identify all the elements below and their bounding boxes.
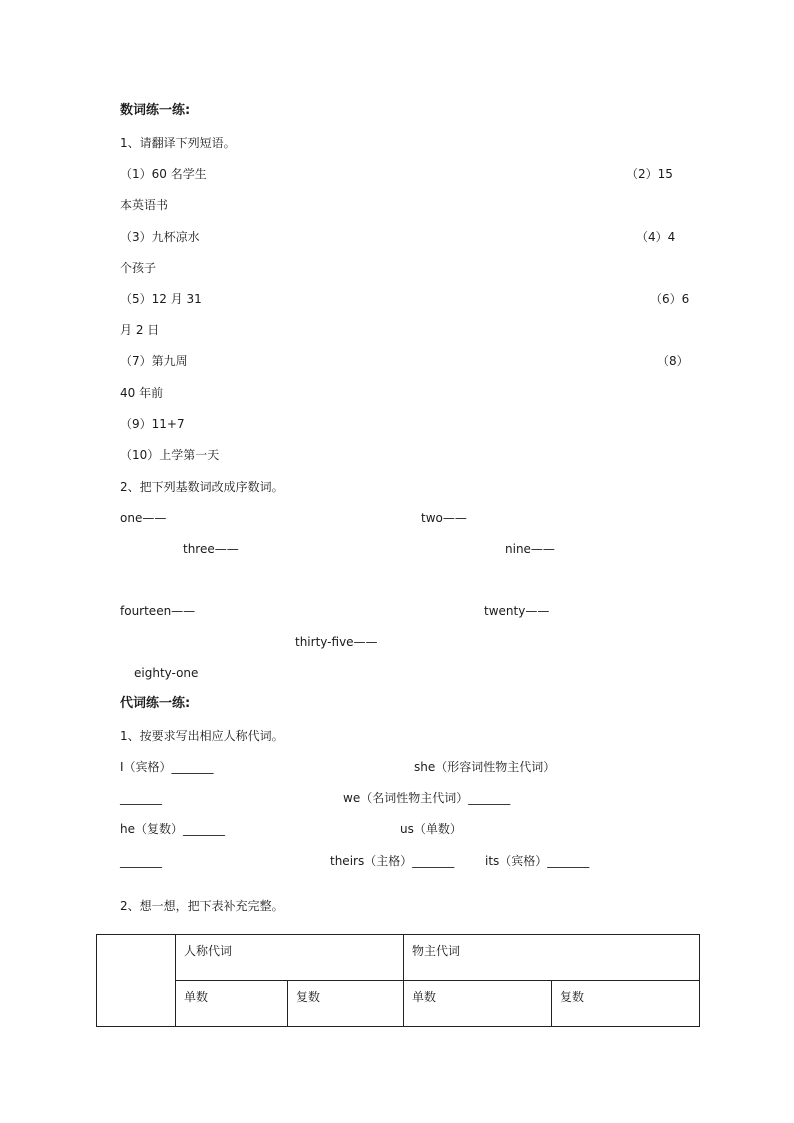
table-sub-header: 复数 [288, 981, 404, 1027]
pronoun-q1-item: its（宾格）_______ [485, 854, 590, 868]
ordinal-word: nine—— [505, 542, 555, 556]
table-group-header: 物主代词 [404, 935, 700, 981]
table-sub-header: 单数 [176, 981, 288, 1027]
ordinal-word: three—— [183, 542, 239, 556]
pronoun-q1-title: 1、按要求写出相应人称代词。 [120, 729, 284, 743]
numeral-q1-item: （5）12 月 31 [120, 292, 202, 306]
numeral-q2-title: 2、把下列基数词改成序数词。 [120, 480, 284, 494]
ordinal-word: eighty-one [134, 666, 199, 680]
numeral-q1-item: 月 2 日 [120, 323, 160, 337]
pronoun-q1-item: _______ [120, 791, 162, 805]
pronoun-q1-item: she（形容词性物主代词） [414, 760, 556, 774]
numeral-q1-item: （3）九杯凉水 [120, 230, 200, 244]
numeral-q1-item: （10）上学第一天 [120, 448, 220, 462]
ordinal-word: two—— [421, 511, 467, 525]
numeral-q1-item: （1）60 名学生 [120, 167, 207, 181]
numeral-q1-item: （7）第九周 [120, 354, 188, 368]
table-sub-header: 复数 [552, 981, 700, 1027]
pronoun-q1-item: theirs（主格）_______ [330, 854, 455, 868]
pronoun-section-heading: 代词练一练: [120, 696, 191, 711]
pronoun-q1-item: _______ [120, 854, 162, 868]
ordinal-word: one—— [120, 511, 167, 525]
pronoun-table [96, 934, 700, 1027]
pronoun-q1-item: he（复数）_______ [120, 822, 225, 836]
numeral-q1-item: （8） [657, 354, 689, 368]
numeral-section-heading: 数词练一练: [120, 103, 191, 118]
pronoun-q1-item: I（宾格）_______ [120, 760, 214, 774]
pronoun-q1-item: we（名词性物主代词）_______ [343, 791, 511, 805]
numeral-q1-item: （4）4 [636, 230, 676, 244]
ordinal-word: fourteen—— [120, 604, 196, 618]
table-corner-cell [97, 935, 176, 1027]
numeral-q1-item: 本英语书 [120, 198, 169, 212]
ordinal-word: twenty—— [484, 604, 550, 618]
numeral-q1-title: 1、请翻译下列短语。 [120, 136, 236, 150]
numeral-q1-item: （2）15 [626, 167, 673, 181]
table-sub-header: 单数 [404, 981, 552, 1027]
ordinal-word: thirty-five—— [295, 635, 378, 649]
pronoun-q2-title: 2、想一想，把下表补充完整。 [120, 899, 284, 913]
numeral-q1-item: 个孩子 [120, 261, 157, 275]
numeral-q1-item: （9）11+7 [120, 417, 185, 431]
table-group-header: 人称代词 [176, 935, 404, 981]
numeral-q1-item: 40 年前 [120, 386, 164, 400]
numeral-q1-item: （6）6 [650, 292, 690, 306]
pronoun-q1-item: us（单数） [400, 822, 462, 836]
